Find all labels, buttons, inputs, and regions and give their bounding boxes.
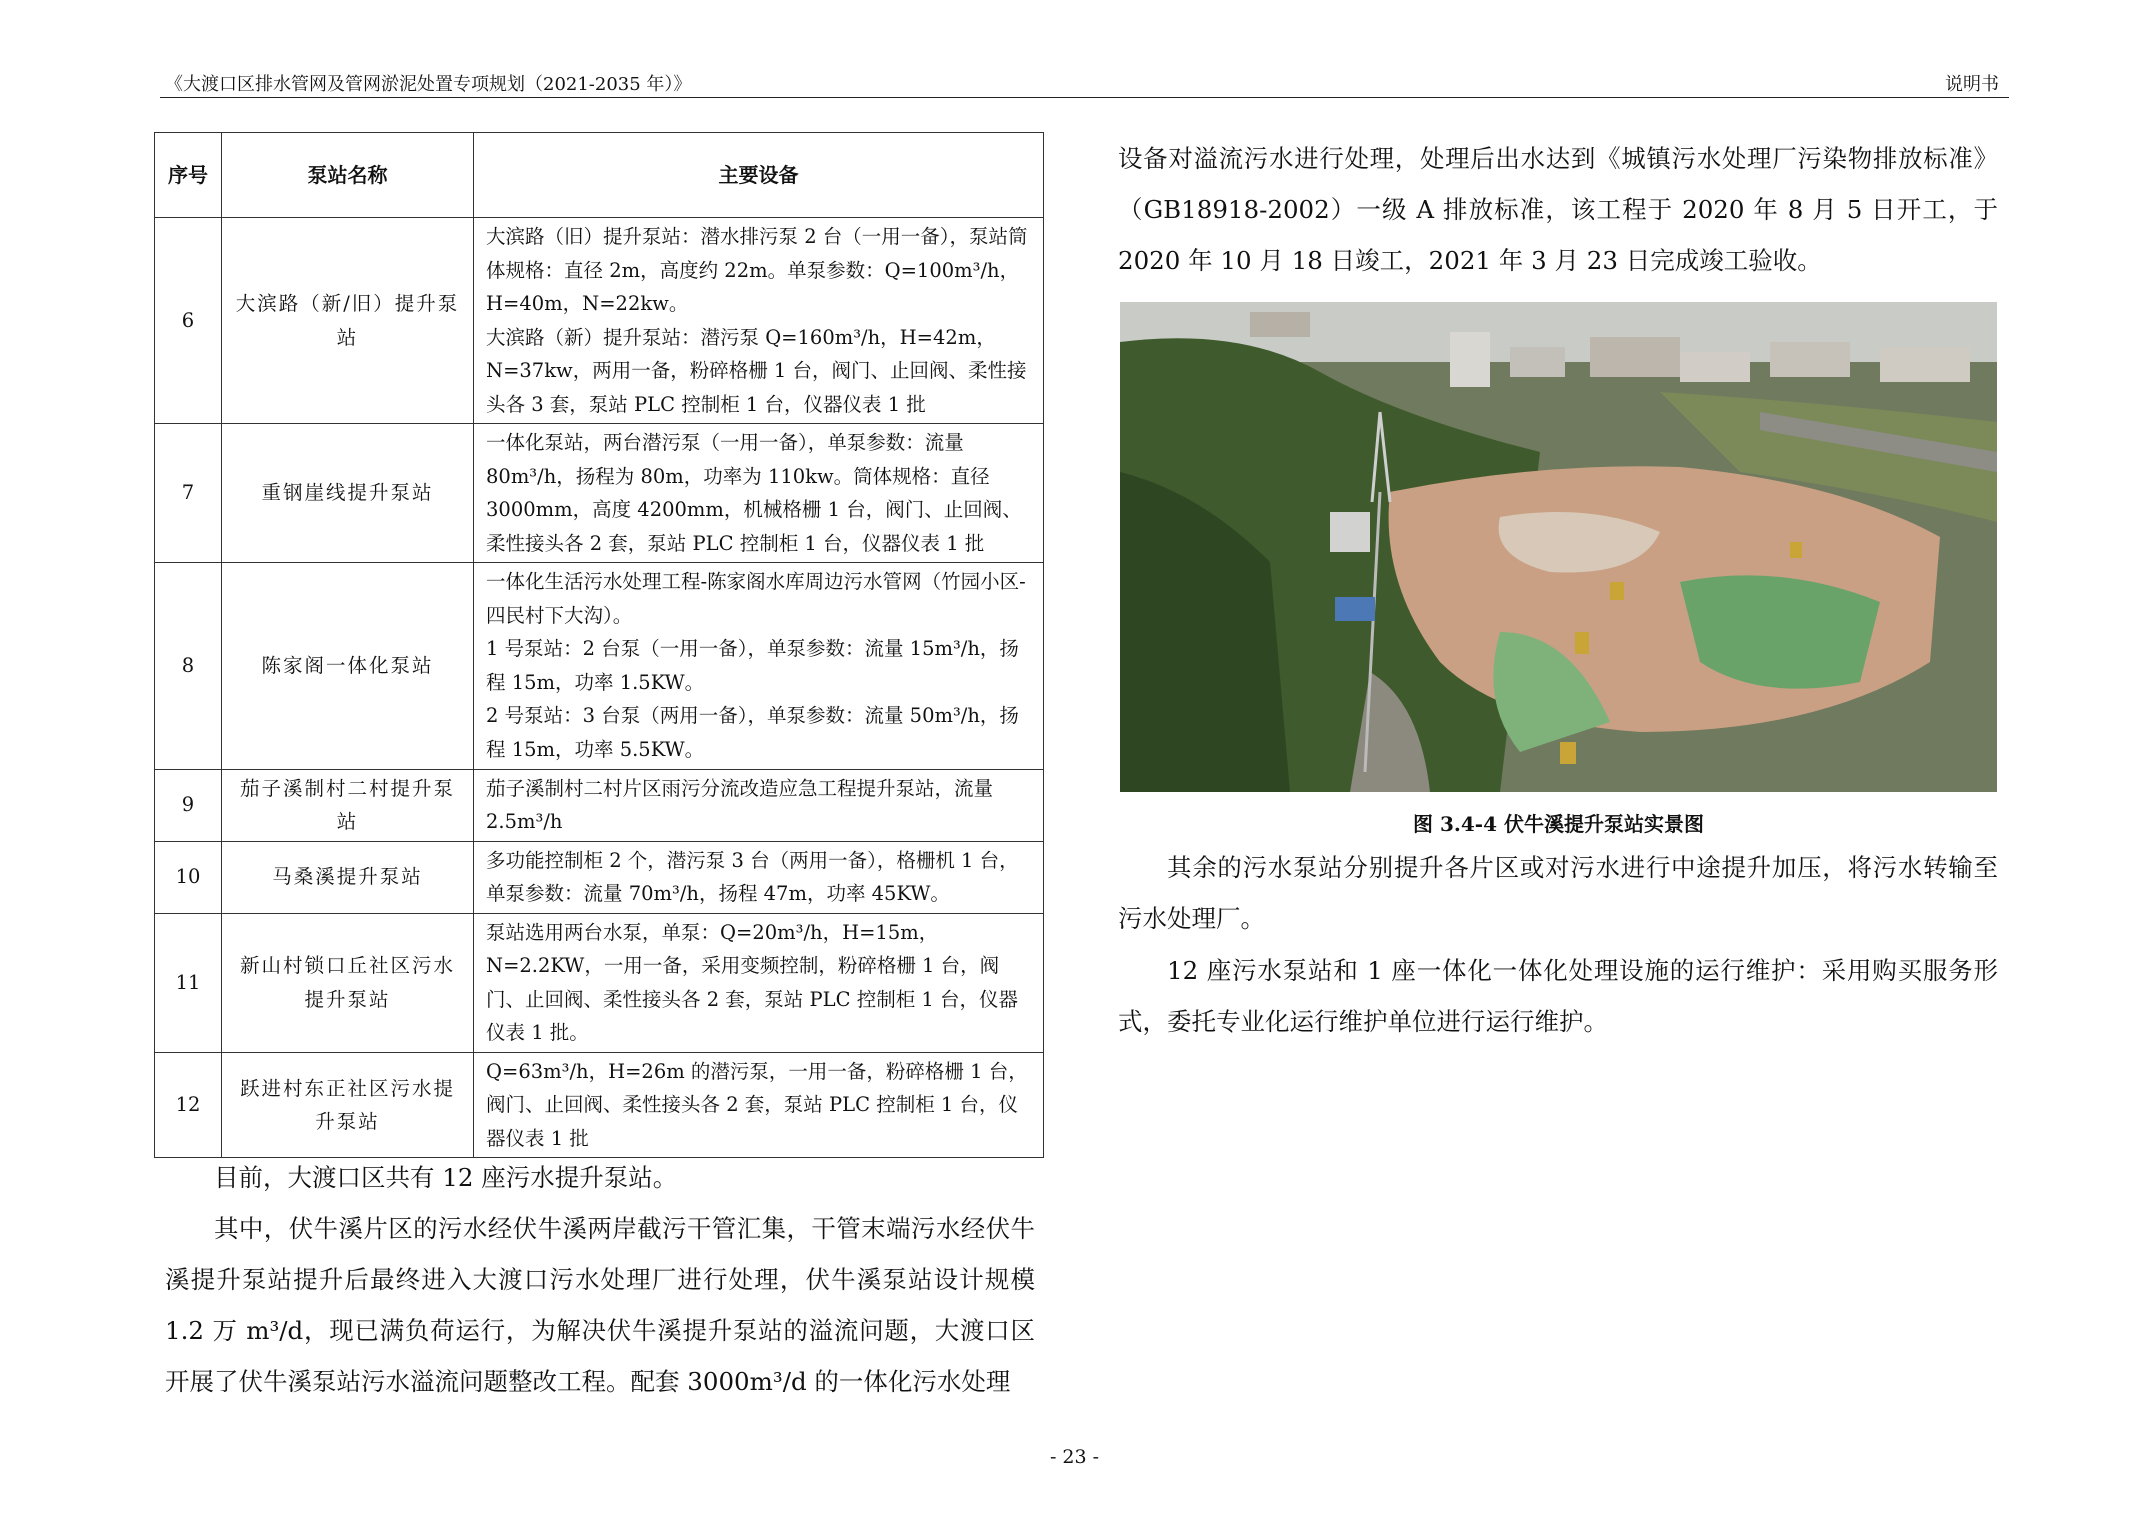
table-row (155, 424, 1044, 563)
page-header-section: 说明书 (1945, 74, 1999, 95)
equipment-cell (474, 841, 1044, 913)
station-name: 跃进村东正社区污水提升泵站 (222, 1052, 474, 1158)
equipment-line: 2 号泵站：3 台泵（两用一备），单泵参数：流量 50m³/h，扬程 15m，功率 5.5KW。 (486, 704, 1019, 761)
table-row (155, 218, 1044, 424)
row-number: 7 (155, 424, 222, 563)
equipment-cell (474, 913, 1044, 1052)
station-name: 陈家阁一体化泵站 (222, 563, 474, 769)
station-name: 重钢崖线提升泵站 (222, 424, 474, 563)
station-name: 马桑溪提升泵站 (222, 841, 474, 913)
equipment-line: 一体化泵站，两台潜污泵（一用一备），单泵参数：流量 80m³/h，扬程为 80m，功率为 110kw。筒体规格：直径 3000mm，高度 4200mm，机械格栅 1 台，阀门、止回阀、柔性接头各 2 套，泵站 PLC 控制柜 1 台，仪器仪表 1 批 (486, 431, 1022, 555)
equipment-line: 1 号泵站：2 台泵（一用一备），单泵参数：流量 15m³/h，扬程 15m，功率 1.5KW。 (486, 637, 1019, 694)
station-name: 茄子溪制村二村提升泵站 (222, 769, 474, 841)
equipment-line: 茄子溪制村二村片区雨污分流改造应急工程提升泵站，流量 2.5m³/h (486, 776, 994, 834)
equipment-cell (474, 1052, 1044, 1158)
row-number: 9 (155, 769, 222, 841)
row-number: 11 (155, 913, 222, 1052)
body-paragraph: 其余的污水泵站分别提升各片区或对污水进行中途提升加压，将污水转输至污水处理厂。 (1118, 853, 1998, 933)
page-number: - 23 - (1049, 1446, 1100, 1468)
equipment-line: 多功能控制柜 2 个，潜污泵 3 台（两用一备），格栅机 1 台，单泵参数：流量 70m³/h，扬程 47m，功率 45KW。 (486, 848, 1019, 906)
equipment-line: 大滨路（旧）提升泵站：潜水排污泵 2 台（一用一备），泵站筒体规格：直径 2m，高度约 22m。单泵参数：Q=100m³/h，H=40m，N=22kw。 (486, 225, 1028, 316)
equipment-cell (474, 563, 1044, 769)
column-header-equipment: 主要设备 (474, 133, 1044, 218)
row-number: 10 (155, 841, 222, 913)
page-header-title: 《大渡口区排水管网及管网淤泥处置专项规划（2021-2035 年）》 (165, 74, 692, 95)
table-row (155, 769, 1044, 841)
table-header-row (155, 133, 1044, 218)
body-paragraph: 目前，大渡口区共有 12 座污水提升泵站。 (214, 1163, 678, 1192)
row-number: 6 (155, 218, 222, 424)
aerial-photo-illustration (1120, 302, 1997, 792)
equipment-line: Q=63m³/h，H=26m 的潜污泵，一用一备，粉碎格栅 1 台，阀门、止回阀、柔性接头各 2 套，泵站 PLC 控制柜 1 台，仪器仪表 1 批 (486, 1059, 1028, 1150)
figure-caption: 图 3.4-4 伏牛溪提升泵站实景图 (1413, 812, 1704, 836)
equipment-cell (474, 424, 1044, 563)
table-row (155, 913, 1044, 1052)
station-name: 大滨路（新/旧）提升泵站 (222, 218, 474, 424)
body-paragraph: 设备对溢流污水进行处理，处理后出水达到《城镇污水处理厂污染物排放标准》（GB18918-2002）一级 A 排放标准，该工程于 2020 年 8 月 5 日开工，于 2020 年 10 月 18 日竣工，2021 年 3 月 23 日完成竣工验收。 (1118, 144, 1998, 275)
station-name: 新山村锁口丘社区污水提升泵站 (222, 913, 474, 1052)
header-rule (160, 97, 2009, 98)
row-number: 8 (155, 563, 222, 769)
table-row (155, 1052, 1044, 1158)
column-header-name: 泵站名称 (222, 133, 474, 218)
body-paragraph: 其中，伏牛溪片区的污水经伏牛溪两岸截污干管汇集，干管末端污水经伏牛溪提升泵站提升后最终进入大渡口污水处理厂进行处理，伏牛溪泵站设计规模 1.2 万 m³/d，现已满负荷运行，为解决伏牛溪提升泵站的溢流问题，大渡口区开展了伏牛溪泵站污水溢流问题整改工程。配套 3000m³/d 的一体化污水处理 (165, 1214, 1035, 1396)
body-paragraph: 12 座污水泵站和 1 座一体化一体化处理设施的运行维护：采用购买服务形式，委托专业化运行维护单位进行运行维护。 (1118, 956, 1998, 1036)
equipment-line: 大滨路（新）提升泵站：潜污泵 Q=160m³/h，H=42m，N=37kw，两用一备，粉碎格栅 1 台，阀门、止回阀、柔性接头各 3 套，泵站 PLC 控制柜 1 台，仪器仪表 1 批 (486, 325, 1027, 416)
table-row (155, 563, 1044, 769)
equipment-line: 泵站选用两台水泵，单泵：Q=20m³/h，H=15m，N=2.2KW，一用一备，采用变频控制，粉碎格栅 1 台，阀门、止回阀、柔性接头各 2 套，泵站 PLC 控制柜 1 台，仪器仪表 1 批。 (486, 920, 1018, 1045)
row-number: 12 (155, 1052, 222, 1158)
equipment-line: 一体化生活污水处理工程-陈家阁水库周边污水管网（竹园小区-四民村下大沟）。 (486, 570, 1026, 627)
column-header-no: 序号 (155, 133, 222, 218)
table-row (155, 841, 1044, 913)
equipment-cell (474, 218, 1044, 424)
equipment-cell (474, 769, 1044, 841)
pump-station-photo (1120, 302, 1997, 792)
pump-station-table (154, 132, 1044, 1158)
